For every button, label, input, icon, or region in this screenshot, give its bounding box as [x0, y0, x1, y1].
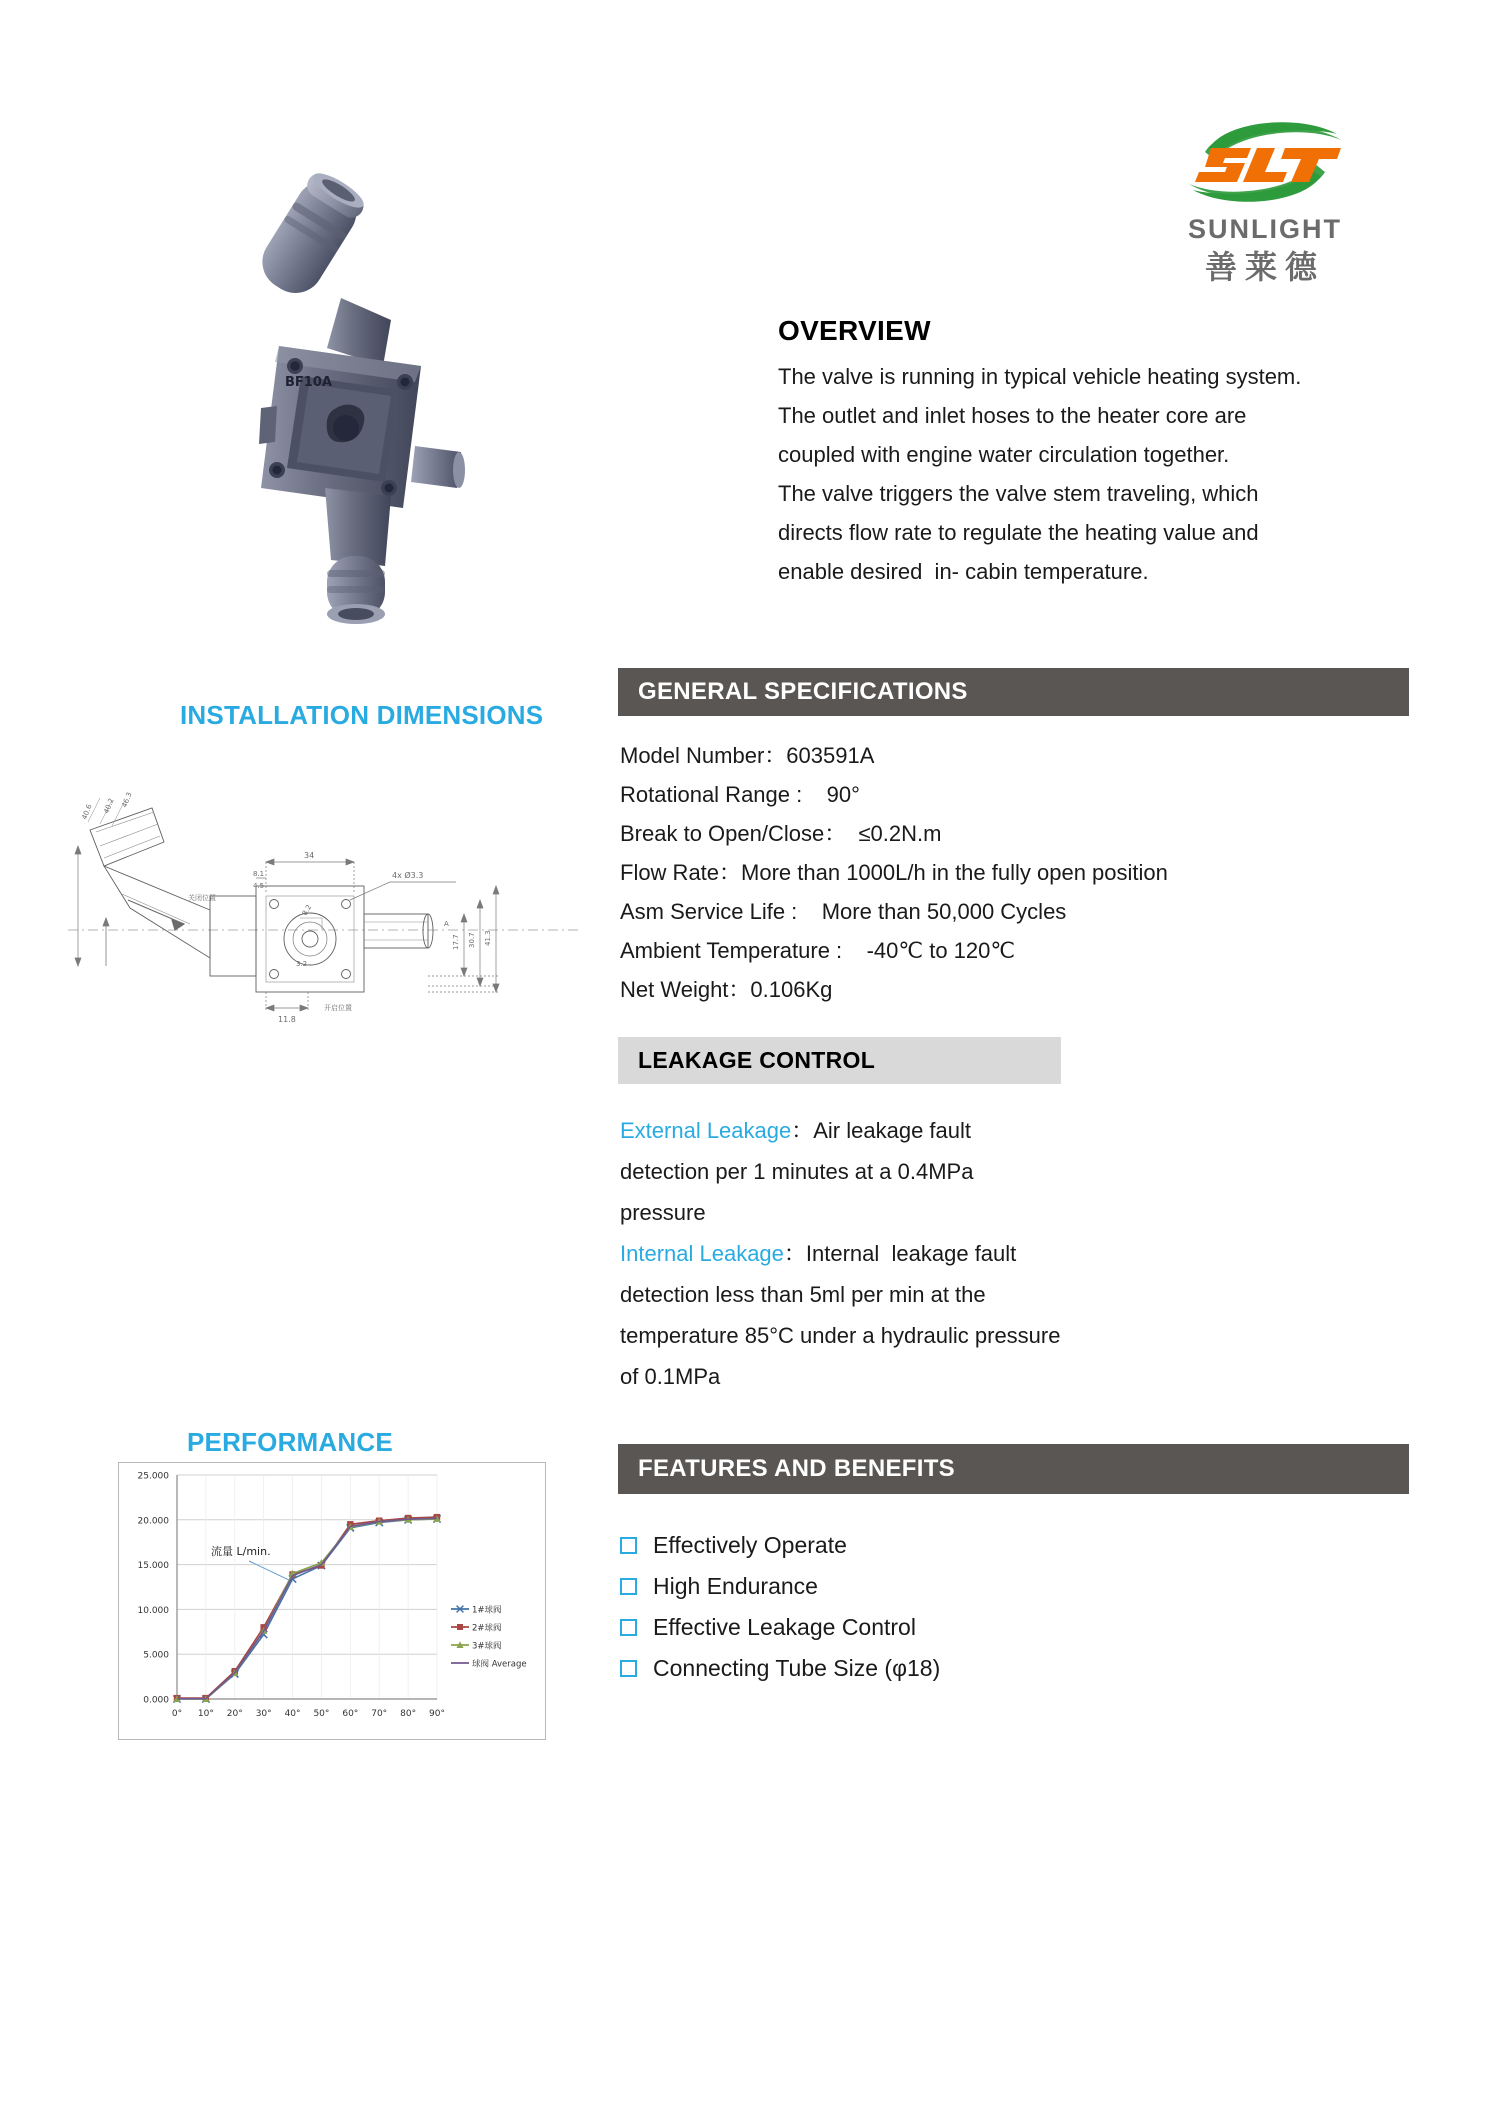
external-leakage-text: ：Air leakage fault [791, 1118, 971, 1143]
svg-text:46.3: 46.3 [120, 791, 134, 809]
x-axis-tick-label: 0° [171, 1709, 183, 1719]
logo-chinese-text: 善莱德 [1204, 248, 1325, 286]
svg-text:40.6: 40.6 [80, 803, 94, 821]
x-axis-tick-label: 60° [342, 1709, 359, 1719]
installation-dimensions-title: INSTALLATION DIMENSIONS [180, 700, 544, 730]
x-axis-tick-label: 40° [284, 1709, 301, 1719]
feature-label: Connecting Tube Size (φ18) [653, 1655, 941, 1681]
checkbox-square-icon [620, 1537, 637, 1554]
svg-text:40.2: 40.2 [102, 797, 116, 815]
features-and-benefits-header: FEATURES AND BENEFITS [618, 1444, 1409, 1494]
general-specifications-header: GENERAL SPECIFICATIONS [618, 668, 1409, 716]
checkbox-square-icon [620, 1578, 637, 1595]
spec-row-asm-service-life: Asm Service Life : More than 50,000 Cycles [620, 899, 1067, 924]
legend-label: 3#球阀 [472, 1641, 502, 1652]
svg-text:41.3: 41.3 [484, 930, 492, 946]
internal-leakage-line: detection less than 5ml per min at the [620, 1282, 986, 1307]
svg-text:30.7: 30.7 [468, 932, 476, 948]
internal-leakage-line: of 0.1MPa [620, 1364, 721, 1389]
checkbox-square-icon [620, 1619, 637, 1636]
feature-item [620, 1648, 1400, 1689]
y-axis-tick-label: 25.000 [137, 1471, 169, 1482]
overview-line: The outlet and inlet hoses to the heater core are [778, 403, 1247, 428]
brand-logo [1175, 112, 1355, 287]
svg-text:8.1: 8.1 [253, 870, 265, 878]
internal-leakage-text: ：Internal leakage fault [783, 1241, 1017, 1266]
leakage-control-body [620, 1110, 1420, 1397]
overview-title: OVERVIEW [778, 315, 931, 346]
svg-text:BF10A: BF10A [285, 375, 332, 390]
external-leakage-line: pressure [620, 1200, 706, 1225]
svg-text:A: A [444, 920, 449, 928]
spec-row-break-to-open-close: Break to Open/Close： ≤0.2N.m [620, 821, 942, 846]
overview-line: coupled with engine water circulation together. [778, 442, 1230, 467]
internal-leakage-line [620, 1233, 1420, 1274]
spec-row-rotational-range: Rotational Range : 90° [620, 782, 860, 807]
svg-text:34: 34 [304, 851, 315, 860]
overview-section [778, 315, 1438, 591]
x-axis-tick-label: 70° [371, 1709, 388, 1719]
chart-annotation: 流量 L/min. [211, 1545, 271, 1558]
installation-dimension-drawing [60, 790, 590, 1040]
product-photo [215, 170, 495, 630]
overview-line: The valve is running in typical vehicle heating system. [778, 364, 1302, 389]
overview-line: The valve triggers the valve stem traveling, which [778, 481, 1259, 506]
legend-label: 1#球阀 [472, 1605, 502, 1616]
feature-label: Effective Leakage Control [653, 1614, 916, 1640]
external-leakage-line: detection per 1 minutes at a 0.4MPa [620, 1159, 974, 1184]
external-leakage-label: External Leakage [620, 1118, 792, 1143]
spec-row-ambient-temperature: Ambient Temperature : -40℃ to 120℃ [620, 938, 1016, 963]
performance-chart [118, 1462, 546, 1740]
performance-title: PERFORMANCE [187, 1427, 393, 1457]
svg-text:关闭位置: 关闭位置 [188, 894, 216, 902]
y-axis-tick-label: 0.000 [143, 1695, 169, 1706]
general-specifications-list [620, 736, 1420, 1009]
svg-text:8.2: 8.2 [300, 903, 314, 917]
y-axis-tick-label: 20.000 [137, 1516, 169, 1527]
x-axis-tick-label: 30° [255, 1709, 272, 1719]
internal-leakage-line: temperature 85°C under a hydraulic pressure [620, 1323, 1061, 1348]
slt-logo-mark [1175, 112, 1355, 214]
feature-item [620, 1607, 1400, 1648]
checkbox-square-icon [620, 1660, 637, 1677]
spec-row-model-number: Model Number：603591A [620, 743, 875, 768]
y-axis-tick-label: 15.000 [137, 1561, 169, 1572]
annotation-leader-line [249, 1561, 289, 1580]
internal-leakage-label: Internal Leakage [620, 1241, 784, 1266]
x-axis-tick-label: 10° [197, 1709, 214, 1719]
legend-label: 2#球阀 [472, 1623, 502, 1634]
leakage-control-header: LEAKAGE CONTROL [618, 1037, 1061, 1084]
svg-text:4x Ø3.3: 4x Ø3.3 [392, 871, 424, 880]
external-leakage-line [620, 1110, 1420, 1151]
svg-text:开启位置: 开启位置 [324, 1004, 352, 1012]
spec-row-net-weight: Net Weight：0.106Kg [620, 977, 833, 1002]
y-axis-tick-label: 10.000 [137, 1605, 169, 1616]
logo-latin-text: SUNLIGHT [1188, 214, 1342, 244]
x-axis-tick-label: 20° [226, 1709, 243, 1719]
x-axis-tick-label: 80° [400, 1709, 417, 1719]
svg-text:17.7: 17.7 [452, 934, 460, 950]
feature-item [620, 1525, 1400, 1566]
feature-item [620, 1566, 1400, 1607]
svg-text:3.2: 3.2 [296, 960, 308, 968]
feature-label: Effectively Operate [653, 1532, 847, 1558]
svg-text:4.5: 4.5 [253, 882, 265, 890]
overview-line: enable desired in- cabin temperature. [778, 559, 1149, 584]
feature-label: High Endurance [653, 1573, 818, 1599]
overview-line: directs flow rate to regulate the heating value and [778, 520, 1259, 545]
features-and-benefits-list [620, 1525, 1400, 1689]
x-axis-tick-label: 50° [313, 1709, 330, 1719]
svg-text:11.8: 11.8 [278, 1015, 296, 1024]
spec-row-flow-rate: Flow Rate：More than 1000L/h in the fully open position [620, 860, 1168, 885]
x-axis-tick-label: 90° [429, 1709, 445, 1719]
legend-label: 球阀 Average [472, 1659, 527, 1670]
y-axis-tick-label: 5.000 [143, 1650, 169, 1661]
